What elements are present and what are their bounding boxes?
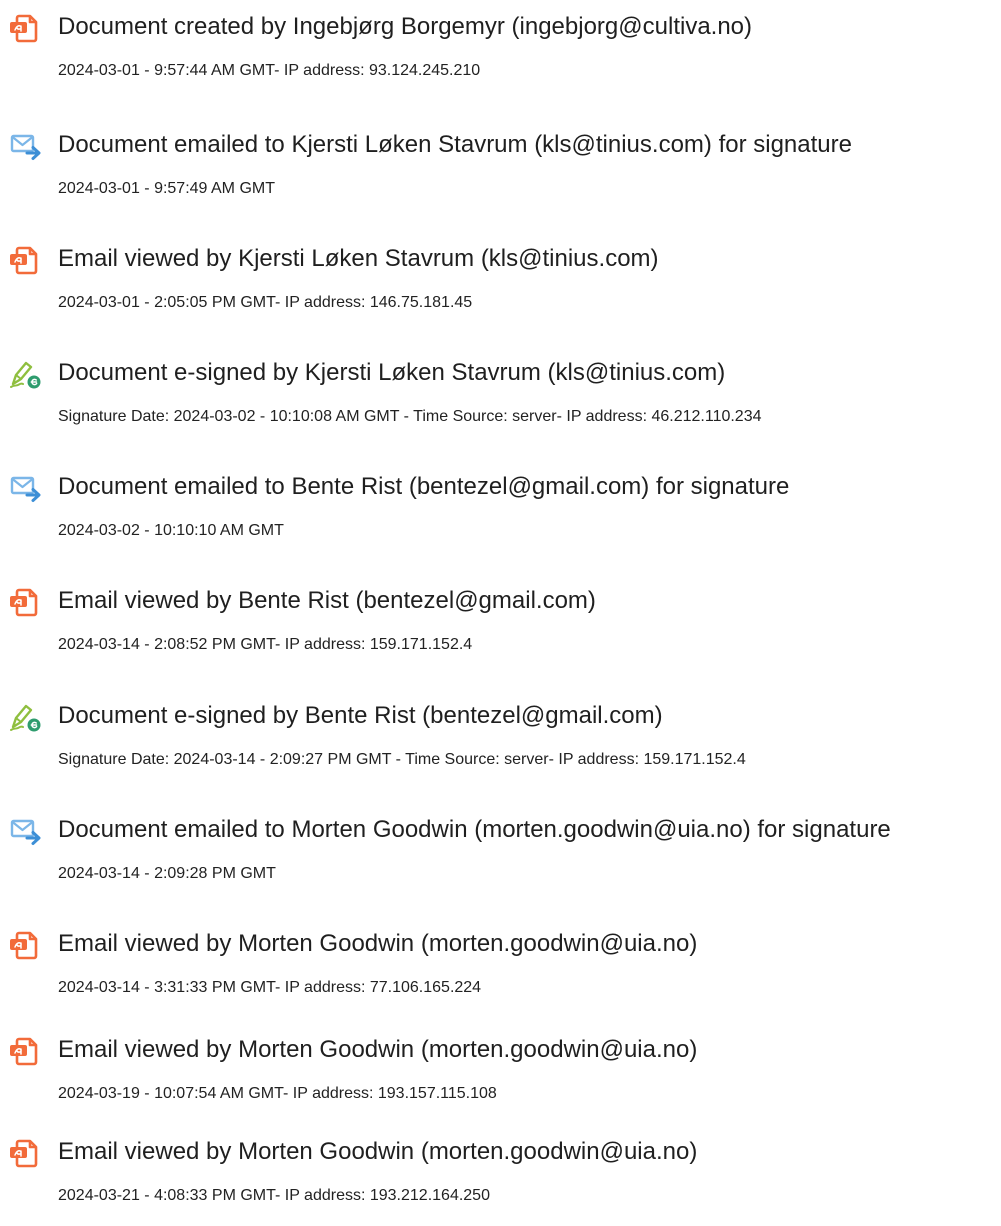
event-email-viewed bbox=[0, 242, 1001, 332]
event-detail: 2024-03-21 - 4:08:33 PM GMT- IP address: 193.212.164.250 bbox=[58, 1187, 490, 1204]
esign-pen-icon bbox=[10, 359, 44, 389]
event-document-emailed bbox=[0, 128, 1001, 218]
event-detail: 2024-03-19 - 10:07:54 AM GMT- IP address: 193.157.115.108 bbox=[58, 1085, 497, 1102]
email-sent-icon bbox=[10, 816, 44, 846]
event-title: Email viewed by Kjersti Løken Stavrum (kls@tinius.com) bbox=[58, 245, 659, 272]
event-title: Document e-signed by Bente Rist (bentezel@gmail.com) bbox=[58, 702, 663, 729]
event-title: Email viewed by Morten Goodwin (morten.goodwin@uia.no) bbox=[58, 930, 698, 957]
document-icon bbox=[10, 930, 44, 960]
email-sent-icon bbox=[10, 473, 44, 503]
event-email-viewed bbox=[0, 584, 1001, 674]
event-detail: 2024-03-01 - 9:57:44 AM GMT- IP address: 93.124.245.210 bbox=[58, 62, 481, 79]
event-title: Document emailed to Morten Goodwin (morten.goodwin@uia.no) for signature bbox=[58, 816, 891, 843]
email-sent-icon bbox=[10, 131, 44, 161]
event-title: Document e-signed by Kjersti Løken Stavrum (kls@tinius.com) bbox=[58, 359, 726, 386]
event-title: Document emailed to Bente Rist (bentezel@gmail.com) for signature bbox=[58, 473, 790, 500]
event-detail: Signature Date: 2024-03-14 - 2:09:27 PM GMT - Time Source: server- IP address: 159.171.152.4 bbox=[58, 751, 746, 768]
document-icon bbox=[10, 1138, 44, 1168]
event-title: Document emailed to Kjersti Løken Stavrum (kls@tinius.com) for signature bbox=[58, 131, 852, 158]
event-detail: Signature Date: 2024-03-02 - 10:10:08 AM GMT - Time Source: server- IP address: 46.212.110.234 bbox=[58, 408, 762, 425]
document-icon bbox=[10, 587, 44, 617]
event-document-emailed bbox=[0, 470, 1001, 560]
event-title: Email viewed by Morten Goodwin (morten.goodwin@uia.no) bbox=[58, 1138, 698, 1165]
document-icon bbox=[10, 1036, 44, 1066]
event-detail: 2024-03-14 - 3:31:33 PM GMT- IP address: 77.106.165.224 bbox=[58, 979, 482, 996]
event-title: Document created by Ingebjørg Borgemyr (ingebjorg@cultiva.no) bbox=[58, 13, 753, 40]
event-detail: 2024-03-02 - 10:10:10 AM GMT bbox=[58, 522, 284, 539]
event-detail: 2024-03-14 - 2:09:28 PM GMT bbox=[58, 865, 276, 882]
event-detail: 2024-03-14 - 2:08:52 PM GMT- IP address: 159.171.152.4 bbox=[58, 636, 473, 653]
esign-pen-icon bbox=[10, 702, 44, 732]
event-title: Email viewed by Bente Rist (bentezel@gmail.com) bbox=[58, 587, 596, 614]
event-email-viewed bbox=[0, 1135, 1001, 1225]
event-title: Email viewed by Morten Goodwin (morten.goodwin@uia.no) bbox=[58, 1036, 698, 1063]
event-document-emailed bbox=[0, 813, 1001, 903]
document-icon bbox=[10, 13, 44, 43]
event-document-esigned bbox=[0, 356, 1001, 446]
event-email-viewed bbox=[0, 1033, 1001, 1123]
event-detail: 2024-03-01 - 2:05:05 PM GMT- IP address: 146.75.181.45 bbox=[58, 294, 473, 311]
event-detail: 2024-03-01 - 9:57:49 AM GMT bbox=[58, 180, 275, 197]
document-icon bbox=[10, 245, 44, 275]
event-document-esigned bbox=[0, 699, 1001, 789]
event-email-viewed bbox=[0, 927, 1001, 1017]
event-document-created bbox=[0, 10, 1001, 100]
